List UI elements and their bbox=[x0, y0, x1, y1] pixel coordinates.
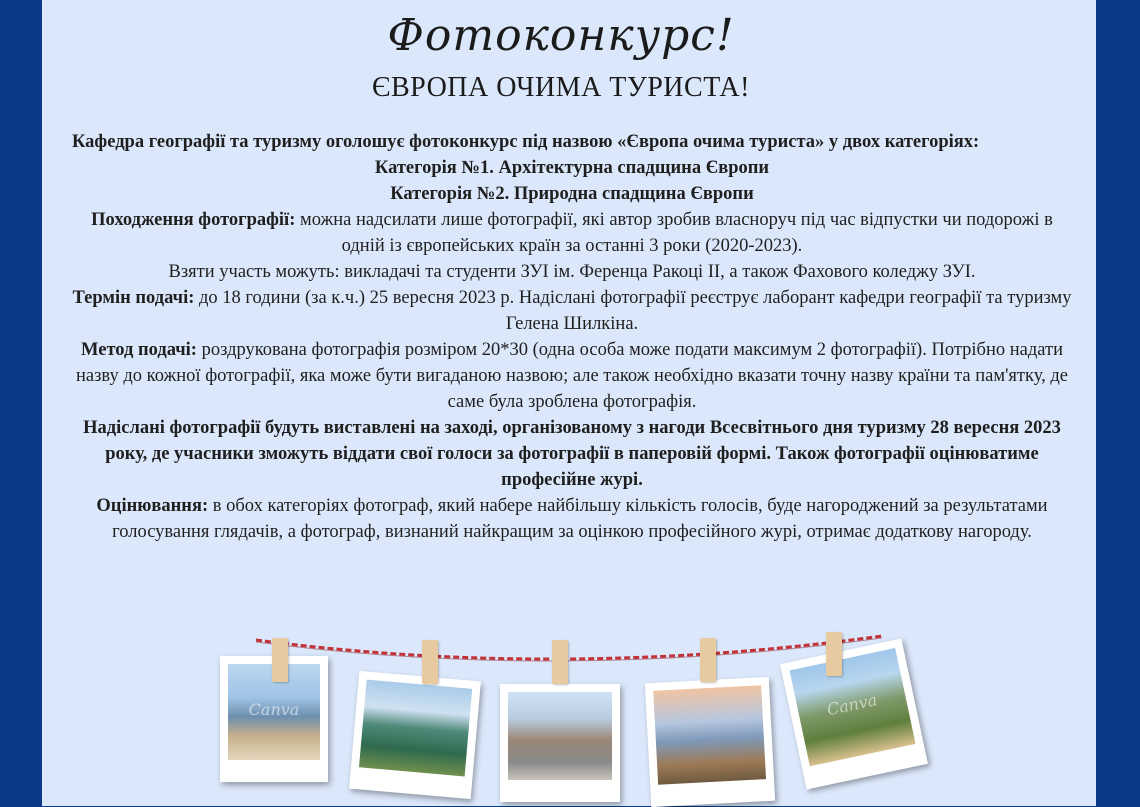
photo-4-image bbox=[653, 685, 766, 785]
poster-page bbox=[42, 0, 1096, 806]
canva-watermark: Canva bbox=[248, 700, 300, 720]
poster-subtitle: ЄВРОПА ОЧИМА ТУРИСТА! bbox=[372, 72, 750, 103]
photo-5 bbox=[780, 639, 928, 790]
deadline-label: Термін подачі: bbox=[72, 288, 195, 308]
method-label: Метод подачі: bbox=[81, 340, 197, 360]
clothespin bbox=[826, 632, 842, 676]
evaluation-label: Оцінювання: bbox=[96, 496, 209, 516]
clothespin bbox=[422, 640, 438, 684]
clothespin bbox=[552, 640, 568, 684]
deadline-paragraph bbox=[72, 285, 1072, 337]
intro-paragraph: Кафедра географії та туризму оголошує фотоконкурс під назвою «Європа очима туриста» у двох категоріях: bbox=[72, 132, 980, 152]
photo-3-image bbox=[508, 692, 612, 780]
category-1: Категорія №1. Архітектурна спадщина Європи bbox=[374, 158, 770, 178]
photo-2 bbox=[349, 671, 481, 799]
participants-paragraph: Взяти участь можуть: викладачі та студенти ЗУІ ім. Ференца Ракоці ІІ, а також Фахового коледжу ЗУІ. bbox=[168, 262, 976, 282]
announcement-body bbox=[72, 129, 1072, 545]
photo-3 bbox=[500, 684, 620, 802]
method-paragraph bbox=[72, 337, 1072, 415]
photo-5-image bbox=[790, 648, 916, 766]
origin-paragraph bbox=[72, 207, 1072, 259]
canva-watermark: Canva bbox=[825, 690, 879, 720]
deadline-text: до 18 години (за к.ч.) 25 вересня 2023 р. Надіслані фотографії реєструє лаборант кафедри географії та туризму Гелена Шилкіна. bbox=[194, 288, 1072, 334]
clothespin bbox=[700, 638, 716, 682]
method-text: роздрукована фотографія розміром 20*30 (одна особа може подати максимум 2 фотографії). Потрібно надати назву до кожної фотографії, яка може бути вигаданою назвою; але також необхідно вказати точну назву країни та пам'ятку, де саме була зроблена фотографія. bbox=[75, 340, 1069, 412]
origin-text: можна надсилати лише фотографії, які автор зробив власноруч під час відпустки чи подорожі в одній із європейських країн за останні 3 роки (2020-2023). bbox=[295, 210, 1053, 256]
photo-2-image bbox=[359, 680, 472, 777]
exhibition-paragraph: Надіслані фотографії будуть виставлені на заході, організованому з нагоди Всесвітнього дня туризму 28 вересня 2023 року, де учасники зможуть віддати свої голоси за фотографії в паперовій формі. Також фотографії оцінюватиме професійне журі. bbox=[83, 418, 1061, 490]
photo-4 bbox=[645, 677, 775, 807]
category-2: Категорія №2. Природна спадщина Європи bbox=[390, 184, 754, 204]
evaluation-text: в обох категоріях фотограф, який набере найбільшу кількість голосів, буде нагороджений за результатами голосування глядачів, а фотограф, визнаний найкращим за оцінкою професійного журі, отримає додаткову нагороду. bbox=[112, 496, 1048, 542]
poster-title: Фотоконкурс! bbox=[387, 10, 735, 61]
origin-label: Походження фотографії: bbox=[91, 210, 296, 230]
evaluation-paragraph bbox=[72, 493, 1072, 545]
clothespin bbox=[272, 638, 288, 682]
